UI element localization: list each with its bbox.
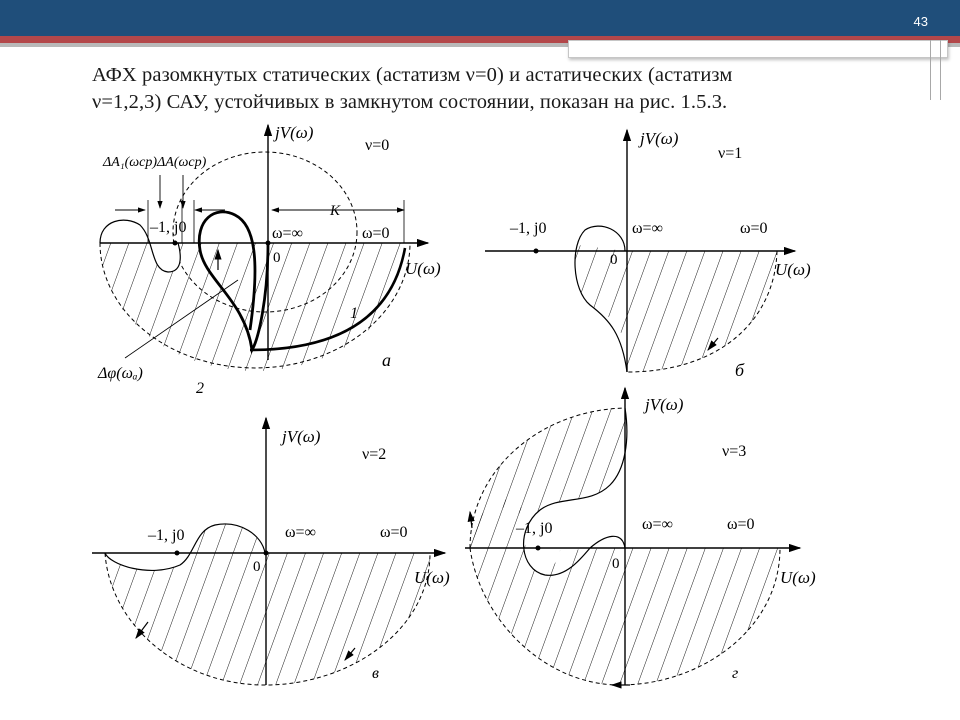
x-axis-label: U(ω): [775, 260, 811, 279]
diagram-letter: в: [372, 665, 379, 682]
diagram-letter: б: [735, 360, 745, 380]
curve-arrow: [470, 512, 472, 528]
nu-label: ν=3: [722, 443, 747, 460]
origin-label: 0: [610, 252, 618, 268]
diagram-letter: а: [382, 350, 391, 370]
x-axis-label: U(ω): [780, 568, 816, 587]
omega-zero-label: ω=0: [362, 225, 390, 242]
omega-inf-label: ω=∞: [642, 516, 673, 533]
omega-zero-label: ω=0: [380, 524, 408, 541]
origin-label: 0: [273, 250, 281, 266]
point-label: –1, j0: [148, 527, 185, 544]
nu-label: ν=0: [365, 137, 390, 154]
point-label: –1, j0: [150, 219, 187, 236]
delta-phi-label: Δφ(ωₐ): [98, 365, 143, 382]
title-line-2: ν=1,2,3) САУ, устойчивых в замкнутом состоянии, показан на рис. 1.5.3.: [92, 91, 728, 113]
omega-inf-label: ω=∞: [285, 524, 316, 541]
omega-zero-label: ω=0: [727, 516, 755, 533]
omega-zero-label: ω=0: [740, 220, 768, 237]
point-label: –1, j0: [510, 220, 547, 237]
origin-label: 0: [253, 559, 261, 575]
x-axis-label: U(ω): [405, 259, 441, 278]
origin-label: 0: [612, 556, 620, 572]
title-line-1: АФХ разомкнутых статических (астатизм ν=0) и астатических (астатизм: [92, 64, 733, 86]
diagram-letter: г: [732, 665, 739, 682]
diagram-a: [97, 123, 441, 397]
y-axis-label: jV(ω): [282, 427, 321, 446]
point-minus-one: [534, 249, 539, 254]
diagram-b: [485, 129, 811, 380]
nu-label: ν=2: [362, 446, 387, 463]
origin-point: [264, 551, 269, 556]
nu-label: ν=1: [718, 145, 743, 162]
y-axis-label: jV(ω): [645, 395, 684, 414]
hatched-region: [105, 524, 430, 685]
omega-inf-label: ω=∞: [272, 225, 303, 242]
omega-inf-label: ω=∞: [632, 220, 663, 237]
point-minus-one: [175, 551, 180, 556]
delta-a-label: ΔA₁(ωcp)ΔA(ωcp): [103, 155, 207, 170]
x-axis-label: U(ω): [414, 568, 450, 587]
point-minus-one: [173, 241, 178, 246]
point-minus-one: [536, 546, 541, 551]
k-label: K: [330, 203, 341, 219]
diagram-v: [92, 418, 450, 685]
hatched-region: [574, 245, 777, 372]
slide-number: 43: [913, 14, 928, 29]
curve-1-label: 1: [350, 305, 358, 322]
curve-2-label: 2: [196, 380, 204, 397]
y-axis-label: jV(ω): [640, 129, 679, 148]
origin-point: [266, 241, 271, 246]
diagram-g: [465, 388, 816, 685]
y-axis-label: jV(ω): [275, 123, 314, 142]
point-label: –1, j0: [516, 520, 553, 537]
